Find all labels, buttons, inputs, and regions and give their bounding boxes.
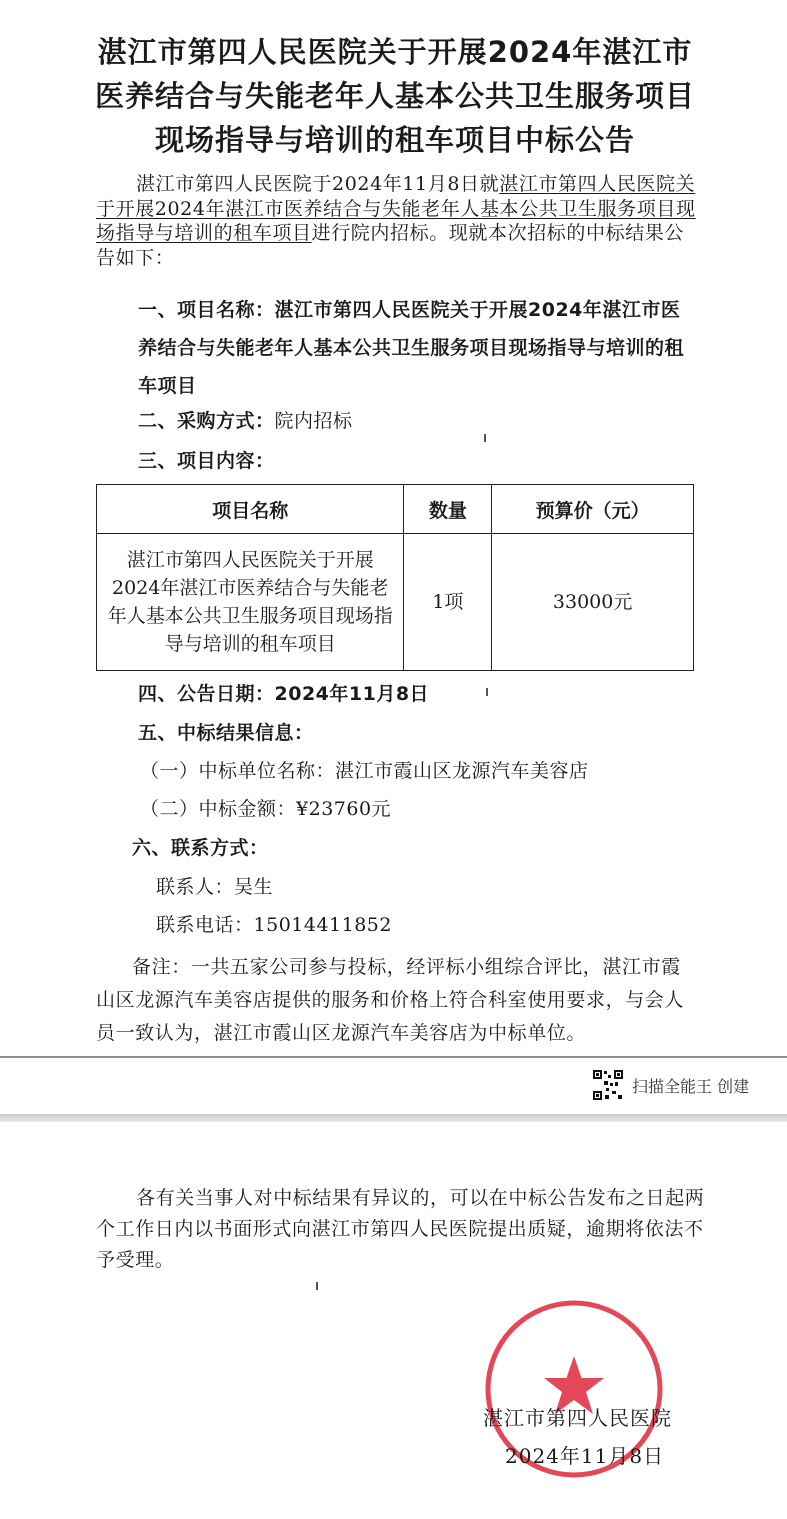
- section-procurement-method: [138, 402, 353, 440]
- amount-line: [140, 790, 391, 828]
- section-contact: 六、联系方式：: [132, 837, 269, 859]
- section-project-content: 三、项目内容：: [138, 450, 275, 472]
- amount-label: （二）中标金额：: [140, 798, 297, 820]
- document-title: 湛江市第四人民医院关于开展2024年湛江市医养结合与失能老年人基本公共卫生服务项目现场指导与培训的租车项目中标公告: [94, 35, 695, 157]
- header-budget: 预算价（元）: [492, 485, 694, 534]
- scan-speck: [316, 1282, 318, 1290]
- objection-paragraph: 各有关当事人对中标结果有异议的，可以在中标公告发布之日起两个工作日内以书面形式向湛江市第四人民医院提出质疑，逾期将依法不予受理。: [96, 1187, 705, 1271]
- intro-lead: 湛江市第四人民医院于2024年11月8日就: [136, 173, 500, 195]
- section2-label: 二、采购方式：: [138, 410, 275, 432]
- intro-tail: 进行院内招标。现就本次招标的中标结果公告如下：: [96, 222, 685, 269]
- section-project-name: [138, 291, 698, 405]
- winner-value: 湛江市霞山区龙源汽车美容店: [335, 760, 589, 782]
- remark-paragraph: 备注：一共五家公司参与投标，经评标小组综合评比，湛江市霞山区龙源汽车美容店提供的服务和价格上符合科室使用要求，与会人员一致认为，湛江市霞山区龙源汽车美容店为中标单位。: [96, 956, 685, 1044]
- intro-project-name: 湛江市第四人民医院关于开展2024年湛江市医养结合与失能老年人基本公共卫生服务项目现场指导与培训的租车项目: [96, 173, 696, 244]
- contact-person-label: 联系人：: [156, 876, 235, 898]
- intro-paragraph: [96, 172, 696, 270]
- document-page-2: [0, 1122, 787, 1519]
- page-break-shadow: [0, 1114, 787, 1122]
- cell-budget: 33000元: [492, 534, 694, 671]
- header-project-name: 项目名称: [97, 485, 404, 534]
- section-result-info: 五、中标结果信息：: [138, 722, 314, 744]
- table-row: [97, 534, 694, 671]
- qr-code-icon: [592, 1069, 624, 1101]
- contact-person-value: 吴生: [234, 876, 274, 898]
- section1-value: 湛江市第四人民医院关于开展2024年湛江市医养结合与失能老年人基本公共卫生服务项目现场指导与培训的租车项目: [138, 299, 685, 397]
- section4-value: 2024年11月8日: [274, 683, 430, 705]
- amount-value: ¥23760元: [296, 798, 392, 820]
- contact-person-line: [156, 868, 273, 906]
- contact-phone-line: [156, 906, 392, 944]
- scan-speck: [486, 688, 488, 696]
- section4-label: 四、公告日期：: [138, 683, 275, 705]
- section2-value: 院内招标: [274, 410, 353, 432]
- scan-speck: [484, 434, 486, 442]
- header-quantity: 数量: [404, 485, 492, 534]
- contact-phone-label: 联系电话：: [156, 914, 254, 936]
- table-header-row: [97, 485, 694, 534]
- cell-quantity: 1项: [404, 534, 492, 671]
- camscanner-watermark: [592, 1069, 749, 1101]
- camscanner-label: 扫描全能王 创建: [632, 1076, 750, 1096]
- cell-project-name: 湛江市第四人民医院关于开展2024年湛江市医养结合与失能老年人基本公共卫生服务项目现场指导与培训的租车项目: [97, 534, 404, 671]
- project-table: [96, 484, 694, 671]
- section-announcement-date: [138, 675, 429, 713]
- signer-name: 湛江市第四人民医院: [483, 1406, 672, 1430]
- contact-phone-value: 15014411852: [253, 914, 392, 936]
- section1-label: 一、项目名称：: [138, 299, 275, 321]
- sign-date: 2024年11月8日: [505, 1444, 665, 1468]
- winner-line: [140, 752, 589, 790]
- winner-label: （一）中标单位名称：: [140, 760, 336, 782]
